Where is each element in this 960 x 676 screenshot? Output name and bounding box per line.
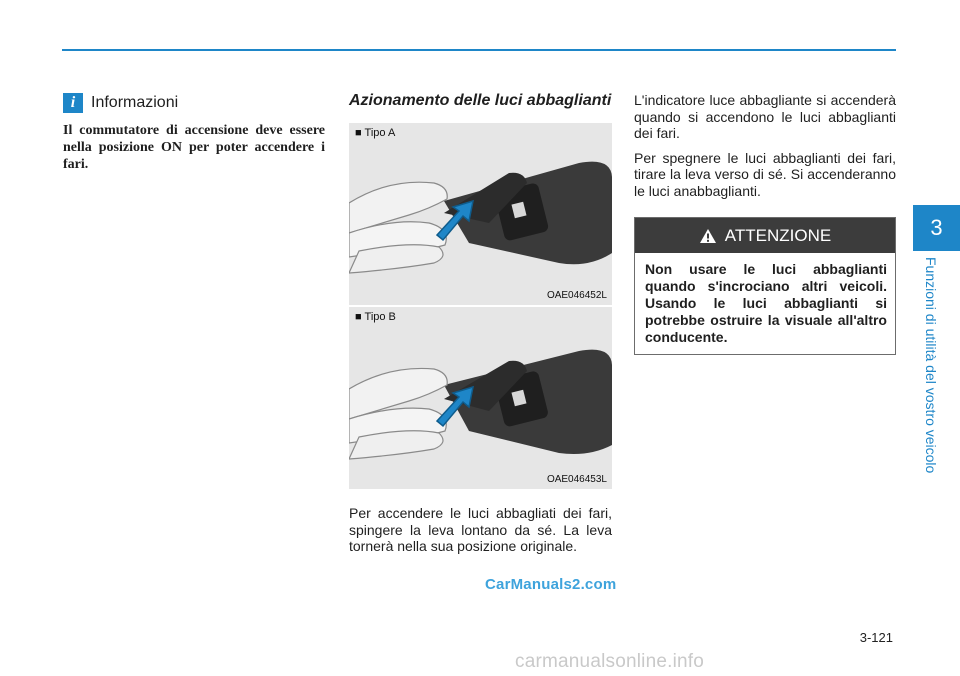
caution-text: Non usare le luci abbaglianti quando s'incrociano altri veicoli. Usando le luci abbaglianti si potrebbe ostruire la visuale all'altro conducente. [645,261,887,345]
figure-label: ■ Tipo A [355,127,396,139]
watermark-link[interactable]: CarManuals2.com [485,576,617,593]
lever-illustration-a [349,123,612,305]
right-column [634,92,896,355]
chapter-number-tab: 3 [913,205,960,251]
info-title: Informazioni [91,94,179,111]
paragraph: Per spegnere le luci abbaglianti dei fari, tirare la leva verso di sé. Si accenderanno le luci anabbaglianti. [634,149,896,199]
figure-code: OAE046453L [544,474,607,485]
info-header [63,92,325,114]
caution-title: ATTENZIONE [724,225,832,245]
figure-tipo-a [349,123,612,305]
lever-illustration-b [349,307,612,489]
figure-tipo-b [349,307,612,489]
info-section [63,92,325,173]
caution-header [635,218,895,253]
section-title: Azionamento delle luci abbaglianti [349,92,612,109]
page-number: 3-121 [859,630,893,645]
chapter-title: Funzioni di utilità del vostro veicolo [923,257,939,474]
footer-watermark[interactable]: carmanualsonline.info [515,651,705,672]
info-icon: i [63,93,83,113]
figure-label: ■ Tipo B [355,311,396,323]
paragraph: L'indicatore luce abbagliante si accenderà quando si accendono le luci abbaglianti dei fari. [634,92,896,141]
figure-code: OAE046452L [544,290,607,301]
header-rule [62,49,896,51]
caution-box [634,217,896,355]
high-beam-section [349,92,612,563]
high-beam-text: Per accendere le luci abbagliati dei fari, spingere la leva lontano da sé. La leva tornerà nella sua posizione originale. [349,505,612,554]
warning-triangle-icon [699,228,717,244]
info-text: Il commutatore di accensione deve essere nella posizione ON per poter accendere i fari. [63,123,325,172]
